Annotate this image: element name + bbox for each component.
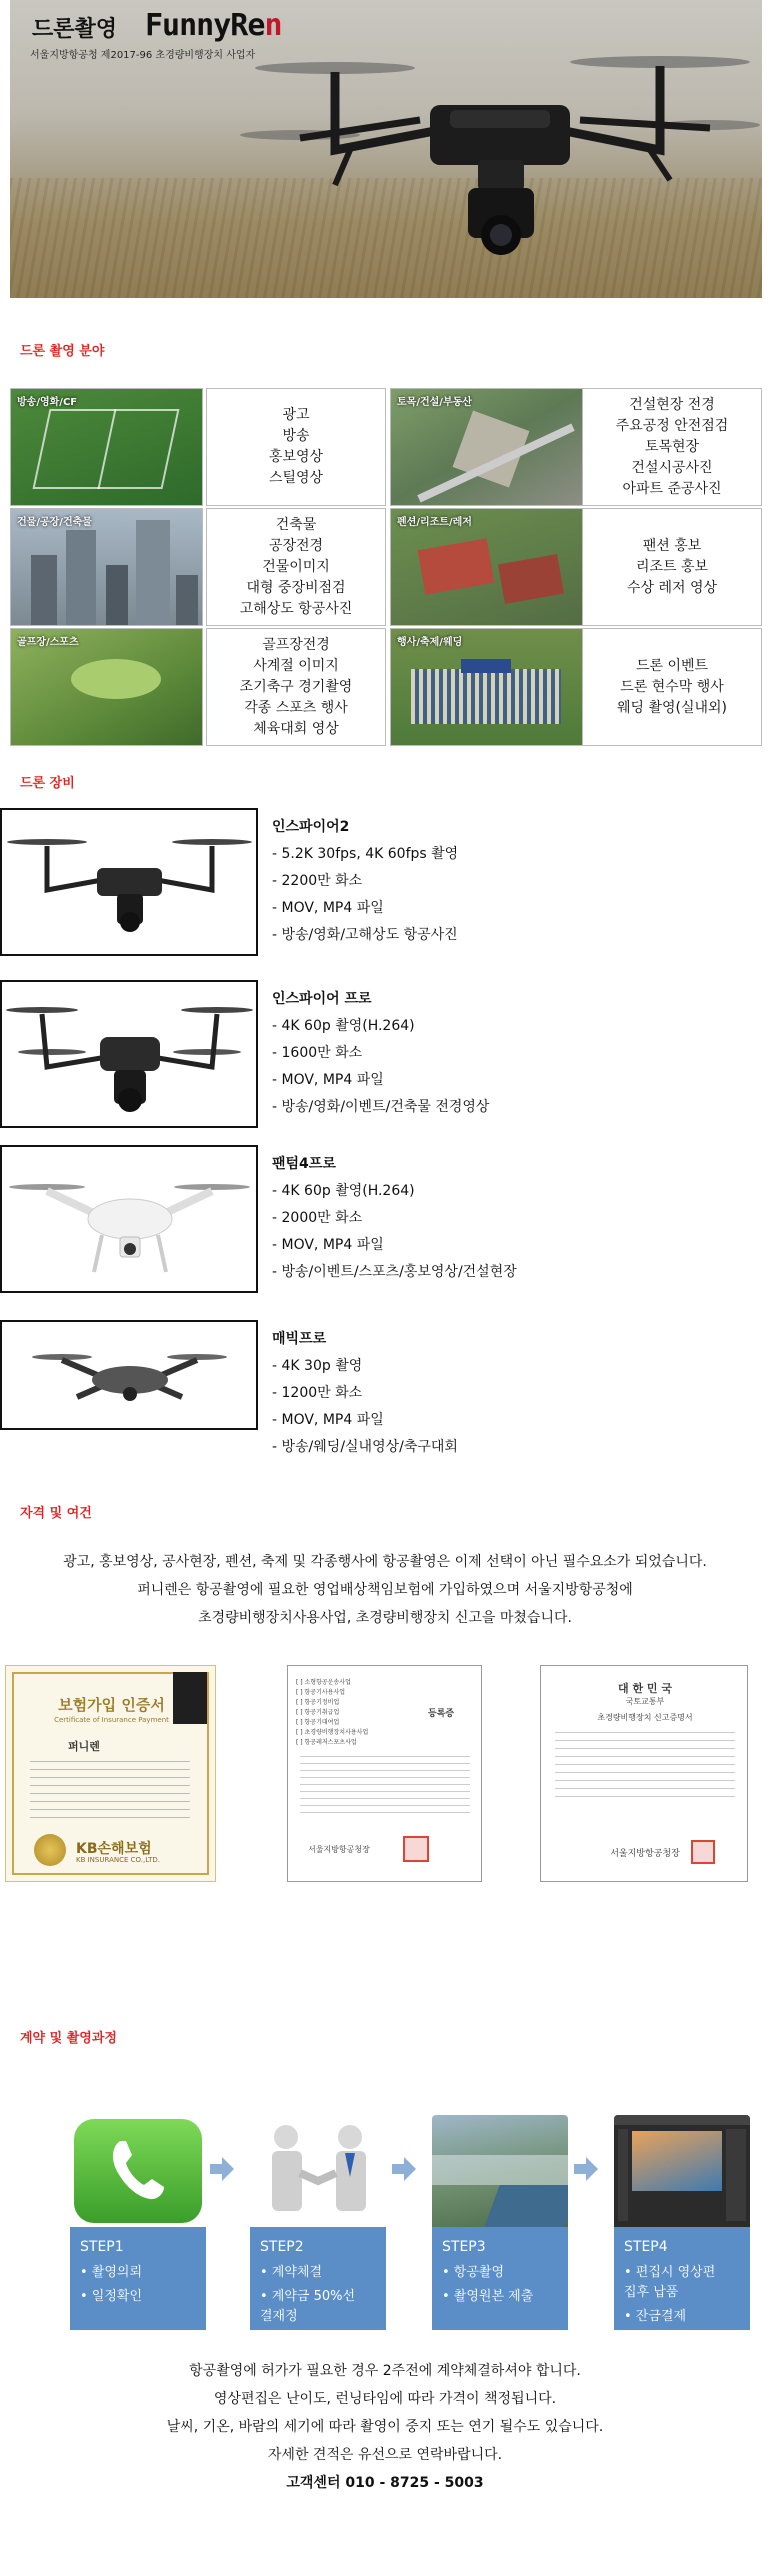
field-image-construction: [390, 388, 583, 506]
field-tag: 펜션/리조트/레저: [397, 517, 472, 528]
qualification-line: 초경량비행장치사용사업, 초경량비행장치 신고을 마쳤습니다.: [198, 1610, 572, 1626]
step4-box: [614, 2227, 750, 2330]
step-label: STEP2: [260, 2239, 304, 2255]
field-line: 드론 현수막 행사: [620, 678, 724, 695]
field-line: 골프장전경: [262, 636, 330, 653]
step-2: [250, 2115, 386, 2330]
step-1: [70, 2115, 206, 2330]
phantom4pro-info: [272, 1151, 517, 1286]
report-ministry: 국토교통부: [625, 1697, 665, 1706]
notice-line: 날씨, 기온, 바람의 세기에 따라 촬영이 중지 또는 연기 될수도 있습니다.: [166, 2419, 604, 2435]
mavic-pro-photo: [0, 1320, 258, 1430]
field-tag: 건물/공장/건축물: [17, 517, 92, 528]
registration-item: [ ] 항공기대여업: [296, 1719, 340, 1726]
report-stamp-icon: [691, 1840, 715, 1864]
step-label: STEP1: [80, 2239, 124, 2255]
registration-item: [ ] 항공기취급업: [296, 1709, 340, 1716]
registration-certificate: [287, 1665, 482, 1882]
field-line: 리조트 홍보: [635, 558, 709, 575]
field-line: 건축물: [275, 516, 317, 533]
notice-line: 항공촬영에 허가가 필요한 경우 2주전에 계약체결하셔야 합니다.: [189, 2363, 581, 2379]
report-title: 초경량비행장치 신고증명서: [597, 1713, 693, 1722]
registration-item: [ ] 초경량비행장치사용사업: [296, 1729, 369, 1736]
inspire2-info: [272, 814, 458, 949]
step-item: • 촬영의뢰: [80, 2265, 143, 2280]
field-image-pension: [390, 508, 583, 626]
equipment-spec: - 5.2K 30fps, 4K 60fps 촬영: [272, 846, 459, 862]
step2-box: [250, 2227, 386, 2330]
report-certificate: [540, 1665, 748, 1882]
step3-box: [432, 2227, 568, 2330]
arrow-right-icon: [208, 2155, 236, 2183]
equipment-spec: - MOV, MP4 파일: [272, 900, 384, 916]
editor-canvas: [632, 2131, 722, 2191]
phantom4pro-photo: [0, 1145, 258, 1293]
inspire-pro-photo: [0, 980, 258, 1128]
registration-item: [ ] 소형항공운송사업: [296, 1679, 351, 1686]
field-text-construction: [582, 388, 762, 506]
field-line: 토목현장: [644, 438, 700, 455]
field-line: 공장전경: [268, 537, 324, 554]
qualification-description: [0, 1548, 770, 1632]
field-tag: 방송/영화/CF: [17, 397, 78, 408]
equipment-spec: - 방송/영화/고해상도 항공사진: [272, 927, 458, 943]
field-image-broadcast: [10, 388, 203, 506]
notice-line: 자세한 견적은 유선으로 연락바랍니다.: [267, 2447, 503, 2463]
fields-row-1: [10, 388, 762, 506]
registration-stamp-icon: [403, 1836, 429, 1862]
equipment-name: 인스파이어2: [272, 819, 350, 835]
brand-english-logo: [145, 8, 282, 43]
equipment-spec: - MOV, MP4 파일: [272, 1412, 384, 1428]
step4-picture: [614, 2115, 750, 2227]
equipment-spec: - MOV, MP4 파일: [272, 1072, 384, 1088]
equipment-spec: - 4K 60p 촬영(H.264): [272, 1183, 415, 1199]
field-tag: 토목/건설/부동산: [397, 397, 472, 408]
registration-footer: 서울지방항공청장: [308, 1845, 370, 1854]
equipment-name: 팬텀4프로: [272, 1156, 336, 1172]
field-line: 조기축구 경기촬영: [239, 678, 353, 695]
field-text-event: [582, 628, 762, 746]
drone-hero-image: [240, 10, 760, 290]
registration-item: [ ] 항공레저스포츠사업: [296, 1739, 357, 1746]
registration-item: [ ] 항공기정비업: [296, 1699, 340, 1706]
contract-notice: [0, 2357, 770, 2497]
inspire2-drone-image: [2, 810, 256, 954]
field-line: 체육대회 영상: [253, 720, 339, 737]
equipment-spec: - 2000만 화소: [272, 1210, 363, 1226]
field-line: 건물이미지: [262, 558, 330, 575]
registration-body-lines: [300, 1756, 470, 1816]
step-label: STEP3: [442, 2239, 486, 2255]
phantom4pro-drone-image: [2, 1147, 256, 1291]
field-line: 대형 중장비점검: [246, 579, 346, 596]
brand-english-main: FunnyRe: [145, 8, 265, 43]
field-image-golf: [10, 628, 203, 746]
field-text-building: [206, 508, 386, 626]
equipment-spec: - MOV, MP4 파일: [272, 1237, 384, 1253]
fields-section-title: 드론 촬영 분야: [20, 344, 105, 359]
inspire2-photo: [0, 808, 258, 956]
insurance-certificate: [5, 1665, 216, 1882]
registration-items: [296, 1678, 368, 1748]
field-line: 아파트 준공사진: [622, 480, 722, 497]
step3-picture: [432, 2115, 568, 2227]
insurance-subtitle: Certificate of Insurance Payment: [54, 1716, 169, 1724]
equipment-name: 매빅프로: [272, 1331, 327, 1347]
report-country: 대 한 민 국: [618, 1682, 672, 1695]
equipment-inspire-pro: [0, 980, 770, 1128]
field-line: 홍보영상: [268, 449, 324, 465]
step1-box: [70, 2227, 206, 2330]
field-text-golf: [206, 628, 386, 746]
inspire-pro-info: [272, 986, 489, 1121]
fields-row-3: [10, 628, 762, 746]
report-footer: 서울지방항공청장: [610, 1849, 680, 1859]
equipment-spec: - 1200만 화소: [272, 1385, 363, 1401]
handshake-icon: [250, 2115, 386, 2227]
mavic-pro-drone-image: [2, 1322, 256, 1428]
field-line: 스틸영상: [268, 470, 324, 486]
equipment-spec: - 4K 60p 촬영(H.264): [272, 1018, 415, 1034]
step-item: • 촬영원본 제출: [442, 2289, 534, 2304]
process-section-title: 계약 및 촬영과정: [20, 2031, 117, 2046]
customer-center-phone[interactable]: 고객센터 010 - 8725 - 5003: [286, 2475, 484, 2491]
inspire-pro-drone-image: [2, 982, 256, 1126]
brand-korean-title: 드론촬영: [32, 17, 118, 42]
field-line: 수상 레저 영상: [626, 579, 718, 596]
field-line: 팬션 홍보: [642, 537, 702, 554]
field-tag: 행사/축제/웨딩: [397, 637, 463, 648]
hero-banner: [10, 0, 762, 298]
notice-line: 영상편집은 난이도, 런닝타임에 따라 가격이 책정됩니다.: [213, 2391, 557, 2407]
registration-label: 등록증: [428, 1709, 455, 1719]
field-line: 웨딩 촬영(실내외): [616, 699, 728, 716]
step-item: • 일정확인: [80, 2289, 143, 2304]
step-4: [614, 2115, 750, 2330]
step-label: STEP4: [624, 2239, 668, 2255]
field-line: 건설현장 전경: [629, 396, 715, 413]
step-item: 결재정: [260, 2309, 298, 2324]
report-body-lines: [555, 1732, 735, 1802]
field-line: 건설시공사진: [631, 459, 713, 476]
insurance-insured: 퍼니렌: [68, 1740, 100, 1753]
qualification-line: 퍼니렌은 항공촬영에 필요한 영업배상책임보험에 가입하였으며 서울지방항공청에: [137, 1582, 633, 1598]
field-text-broadcast: [206, 388, 386, 506]
step-item: • 편집시 영상편: [624, 2265, 716, 2280]
insurance-company: KB손해보험: [76, 1841, 152, 1857]
step1-picture: [70, 2115, 206, 2227]
arrow-right-icon: [390, 2155, 418, 2183]
field-line: 광고: [282, 407, 310, 423]
step-item: • 항공촬영: [442, 2265, 505, 2280]
insurance-details-lines: [30, 1761, 190, 1821]
field-image-building: [10, 508, 203, 626]
equipment-spec: - 1600만 화소: [272, 1045, 363, 1061]
step-3: [432, 2115, 568, 2330]
step-item: • 계약체결: [260, 2265, 323, 2280]
license-text: 서울지방항공청 제2017-96 초경량비행장치 사업자: [30, 50, 256, 61]
brand-english-accent: n: [264, 8, 282, 43]
editor-toolbar: [618, 2129, 628, 2221]
field-line: 사계절 이미지: [253, 657, 339, 674]
equipment-section-title: 드론 장비: [20, 776, 75, 791]
equipment-spec: - 방송/이벤트/스포츠/홍보영상/건설현장: [272, 1264, 517, 1280]
equipment-spec: - 4K 30p 촬영: [272, 1358, 363, 1374]
field-text-pension: [582, 508, 762, 626]
equipment-spec: - 방송/웨딩/실내영상/축구대회: [272, 1439, 458, 1455]
insurance-seal-icon: [34, 1834, 66, 1866]
field-line: 방송: [282, 428, 310, 444]
insurance-company-en: KB INSURANCE CO.,LTD.: [76, 1856, 161, 1864]
equipment-mavic-pro: [0, 1320, 770, 1468]
arrow-right-icon: [572, 2155, 600, 2183]
step-item: • 잔금결제: [624, 2309, 687, 2324]
field-tag: 골프장/스포츠: [17, 637, 79, 648]
mavic-pro-info: [272, 1326, 458, 1461]
fields-row-2: [10, 508, 762, 626]
step-item: 집후 납품: [624, 2285, 679, 2300]
phone-icon: [108, 2137, 168, 2203]
field-line: 드론 이벤트: [635, 657, 709, 674]
qualification-line: 광고, 홍보영상, 공사현장, 펜션, 축제 및 각종행사에 항공촬영은 이제 선택이 아닌 필수요소가 되었습니다.: [63, 1554, 707, 1570]
field-line: 주요공정 안전점검: [615, 417, 729, 434]
step2-picture: [250, 2115, 386, 2227]
equipment-spec: - 방송/영화/이벤트/건축물 전경영상: [272, 1099, 490, 1115]
equipment-name: 인스파이어 프로: [272, 991, 372, 1007]
step-item: • 계약금 50%선: [260, 2289, 356, 2304]
insurance-title: 보험가입 인증서: [58, 1696, 165, 1714]
equipment-phantom4pro: [0, 1145, 770, 1293]
registration-item: [ ] 항공기사용사업: [296, 1689, 346, 1696]
aerial-cloud: [432, 2155, 568, 2185]
editor-panel: [726, 2129, 746, 2221]
field-line: 각종 스포츠 행사: [244, 699, 348, 716]
aerial-water: [484, 2185, 568, 2227]
qualification-section-title: 자격 및 여건: [20, 1506, 92, 1521]
field-image-event: [390, 628, 583, 746]
field-line: 고해상도 항공사진: [239, 600, 353, 617]
editor-menubar: [614, 2115, 750, 2125]
equipment-spec: - 2200만 화소: [272, 873, 363, 889]
equipment-inspire2: [0, 808, 770, 956]
